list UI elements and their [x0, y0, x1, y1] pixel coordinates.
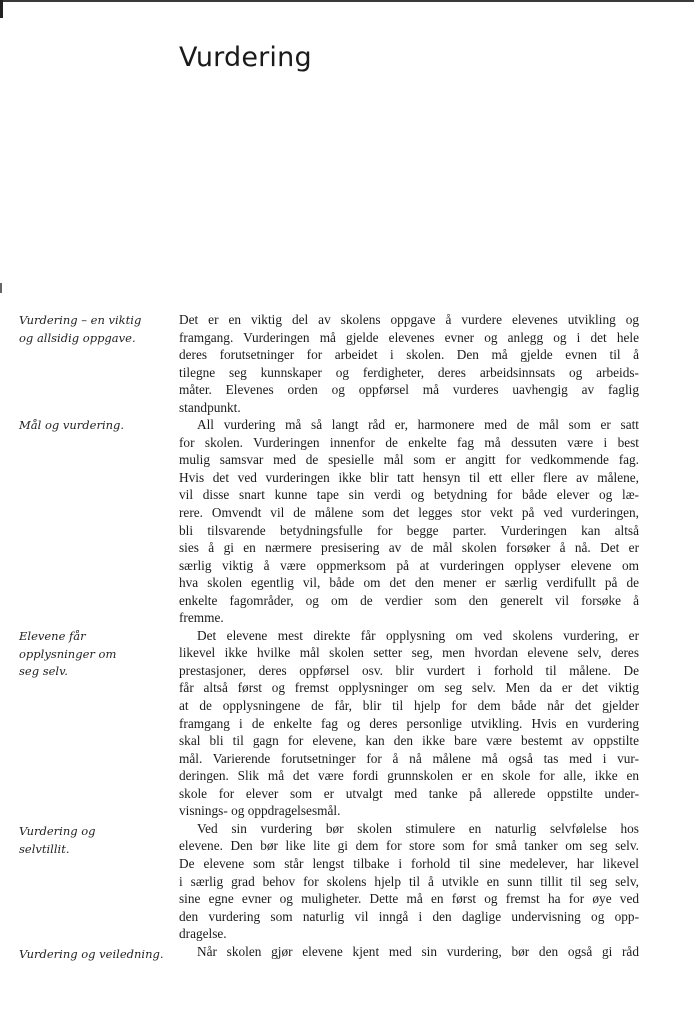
body-line: deres forutsetninger for arbeidet i skolen. Den må gjelde evnen til å — [179, 347, 639, 363]
body-line: likevel ikke hvilke mål skolen setter seg, men hvordan elevene selv, deres — [179, 645, 639, 661]
margin-note-line: Elevene får — [19, 629, 86, 643]
body-line: rere. Omvendt vil de målene som det legges stor vekt på ved vurderingen, — [179, 505, 639, 521]
body-line: særlig viktig å være oppmerksom på at vurderingen opplyser elevene om — [179, 557, 639, 573]
body-line: sies å gi en nærmere presisering av de mål skolen forsøker å nå. Det er — [179, 540, 639, 556]
body-line: får altså først og fremst opplysninger om seg selv. Men da er det viktig — [179, 680, 639, 696]
body-line: vil disse snart kunne tape sin verdi og betydning for både elever og læ- — [179, 487, 639, 503]
body-line: at de opplysningene de får, blir til hjelp for dem både når det gjelder — [179, 698, 639, 714]
body-line: De elevene som står lengst tilbake i forhold til sine medelever, har likevel — [179, 855, 639, 871]
body-line: sine egne evner og muligheter. Dette må en først og fremst ha for øye ved — [179, 891, 639, 907]
body-line: deringen. Slik må det være fordi grunnskolen er en skole for alle, ikke en — [179, 768, 639, 784]
margin-note-vurdering-og-veiledning — [19, 946, 169, 964]
margin-note-line: Mål og vurdering. — [19, 418, 125, 432]
margin-note-mal-og-vurdering — [19, 417, 169, 435]
body-line: visnings- og oppdragelsesmål. — [179, 803, 341, 819]
body-line: bli tilsvarende betydningsfulle for begge parter. Vurderingen kan altså — [179, 522, 639, 538]
body-line: mulig samsvar med de spesielle mål som er angitt for vedkommende fag. — [179, 452, 639, 468]
margin-note-line: Vurdering og veiledning. — [19, 947, 164, 961]
margin-note-line: Vurdering – en viktig — [19, 313, 142, 327]
margin-note-vurdering-og-selvtillit — [19, 823, 169, 858]
page-title: Vurdering — [179, 42, 312, 73]
body-line: prestasjoner, deres oppførsel osv. blir vurdert i forhold til målene. De — [179, 662, 639, 678]
margin-note-line: og allsidig oppgave. — [19, 330, 136, 345]
body-line: måter. Elevenes orden og oppførsel må vurderes uavhengig av faglig — [179, 382, 639, 398]
body-line: dragelse. — [179, 926, 227, 942]
body-line: Når skolen gjør elevene kjent med sin vurdering, bør den også gi råd — [197, 943, 639, 959]
body-line: skal bli til gagn for elevene, kan den ikke bare være bestemt av oppstilte — [179, 733, 639, 749]
body-line: framgang. Vurderingen må gjelde elevenes evner og anlegg og i det hele — [179, 329, 639, 345]
margin-note-line: Vurdering og — [19, 824, 96, 838]
margin-note-line: opplysninger om — [19, 646, 117, 661]
binding-edge-mark — [0, 283, 2, 293]
body-line: den vurdering som naturlig vil inngå i den daglige undervisning og opp- — [179, 908, 639, 924]
body-line: Ved sin vurdering bør skolen stimulere en naturlig selvfølelse hos — [197, 820, 639, 836]
body-line: tilegne seg kunnskaper og ferdigheter, deres arbeidsinnsats og arbeids- — [179, 364, 639, 380]
body-line: standpunkt. — [179, 399, 241, 415]
body-line: skole for elever som er utvalgt med tanke på allerede oppstilte under- — [179, 785, 639, 801]
body-line: All vurdering må så langt råd er, harmonere med de mål som er satt — [197, 417, 639, 433]
margin-note-elevene-far-opplysninger — [19, 628, 169, 681]
body-line: framgang i de enkelte fag og deres personlige utvikling. Hvis en vurdering — [179, 715, 639, 731]
body-line: enkelte fagområder, og om de verdier som den generelt vil forsøke å — [179, 592, 639, 608]
body-line: elevene. Den bør like lite gi dem for store som for små tanker om seg selv. — [179, 838, 639, 854]
binding-edge-mark — [0, 0, 3, 18]
margin-note-vurdering-viktig — [19, 312, 169, 347]
margin-note-line: seg selv. — [19, 664, 68, 678]
body-line: hva skolen egentlig vil, både om det den mener er særlig verdifullt på de — [179, 575, 639, 591]
body-line: fremme. — [179, 610, 224, 626]
body-line: Det elevene mest direkte får opplysning om ved skolens vurdering, er — [197, 627, 639, 643]
body-line: Hvis det ved vurderingen ikke blir tatt hensyn til ett eller flere av målene, — [179, 469, 639, 485]
body-line: i særlig grad behov for skolens hjelp til å utvikle en sunn tillit til seg selv, — [179, 873, 639, 889]
body-line: Det er en viktig del av skolens oppgave å vurdere elevenes utvikling og — [179, 312, 639, 327]
top-edge-rule — [0, 0, 694, 2]
body-line: mål. Varierende forutsetninger for å nå målene må også tas med i vur- — [179, 750, 639, 766]
margin-note-line: selvtillit. — [19, 841, 70, 856]
body-line: for skolen. Vurderingen innenfor de enkelte fag må dessuten være i best — [179, 434, 639, 450]
body-text — [179, 311, 639, 960]
